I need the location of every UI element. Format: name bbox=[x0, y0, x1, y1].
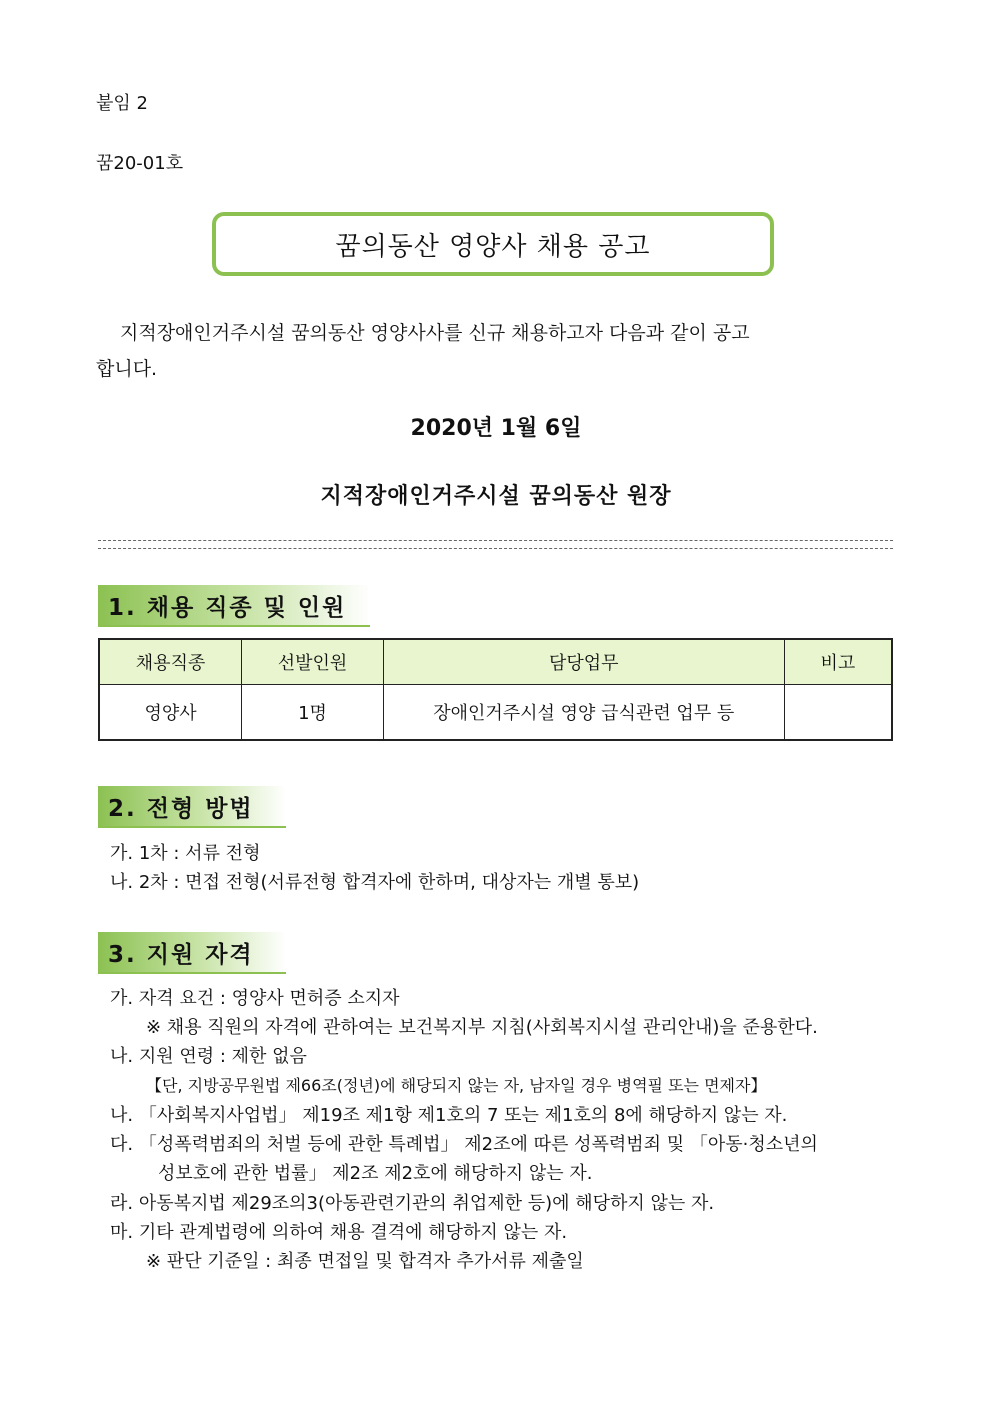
list-item: 가. 1차 : 서류 전형 bbox=[110, 843, 261, 864]
signature: 지적장애인거주시설 꿈의동산 원장 bbox=[320, 484, 672, 509]
section-3-heading: 3. 지원 자격 bbox=[98, 932, 286, 972]
column-header: 담당업무 bbox=[383, 639, 784, 685]
section-1-underline bbox=[98, 625, 370, 627]
table-cell: 1명 bbox=[242, 685, 384, 741]
list-item: 다. 「성폭력범죄의 처벌 등에 관한 특례법」 제2조에 따른 성폭력범죄 및 「아동·청소년의 bbox=[110, 1134, 818, 1155]
table-cell bbox=[784, 685, 892, 741]
list-item: 나. 2차 : 면접 전형(서류전형 합격자에 한하며, 대상자는 개별 통보) bbox=[110, 872, 640, 893]
page-title: 꿈의동산 영양사 채용 공고 bbox=[335, 231, 651, 262]
list-item: 라. 아동복지법 제29조의3(아동관련기관의 취업제한 등)에 해당하지 않는 자. bbox=[110, 1193, 715, 1214]
list-item-continued: 성보호에 관한 법률」 제2조 제2호에 해당하지 않는 자. bbox=[158, 1163, 593, 1184]
section-1-heading: 1. 채용 직종 및 인원 bbox=[98, 585, 370, 625]
column-header: 채용직종 bbox=[99, 639, 242, 685]
list-item: 마. 기타 관계법령에 의하여 채용 결격에 해당하지 않는 자. bbox=[110, 1222, 568, 1243]
list-item: 나. 「사회복지사업법」 제19조 제1항 제1호의 7 또는 제1호의 8에 해당하지 않는 자. bbox=[110, 1105, 788, 1126]
note-item: ※ 채용 직원의 자격에 관하여는 보건복지부 지침(사회복지시설 관리안내)을 준용한다. bbox=[146, 1017, 818, 1038]
intro-text-1: 지적장애인거주시설 꿈의동산 영양사사를 신규 채용하고자 다음과 같이 공고 bbox=[120, 322, 750, 344]
section-3-underline bbox=[98, 972, 286, 974]
intro-line-2: 합니다. bbox=[96, 358, 158, 380]
staff-table bbox=[98, 638, 893, 741]
table-header-row bbox=[99, 639, 892, 685]
document-number: 꿈20-01호 bbox=[96, 153, 184, 174]
attachment-label: 붙임 2 bbox=[96, 93, 148, 114]
list-item: 나. 지원 연령 : 제한 없음 bbox=[110, 1046, 307, 1067]
divider-line bbox=[98, 540, 893, 541]
table-row bbox=[99, 685, 892, 741]
notice-date: 2020년 1월 6일 bbox=[410, 416, 582, 441]
section-2-underline bbox=[98, 826, 286, 828]
section-2-heading: 2. 전형 방법 bbox=[98, 786, 286, 826]
divider-line bbox=[98, 548, 893, 549]
table-cell: 장애인거주시설 영양 급식관련 업무 등 bbox=[383, 685, 784, 741]
title-box bbox=[212, 212, 774, 276]
list-item: 가. 자격 요건 : 영양사 면허증 소지자 bbox=[110, 988, 400, 1009]
column-header: 비고 bbox=[784, 639, 892, 685]
note-item: ※ 판단 기준일 : 최종 면접일 및 합격자 추가서류 제출일 bbox=[146, 1251, 584, 1272]
column-header: 선발인원 bbox=[242, 639, 384, 685]
table-cell: 영양사 bbox=[99, 685, 242, 741]
note-item: 【단, 지방공무원법 제66조(정년)에 해당되지 않는 자, 남자일 경우 병역필 또는 면제자】 bbox=[146, 1076, 767, 1095]
intro-line-1 bbox=[96, 320, 896, 346]
